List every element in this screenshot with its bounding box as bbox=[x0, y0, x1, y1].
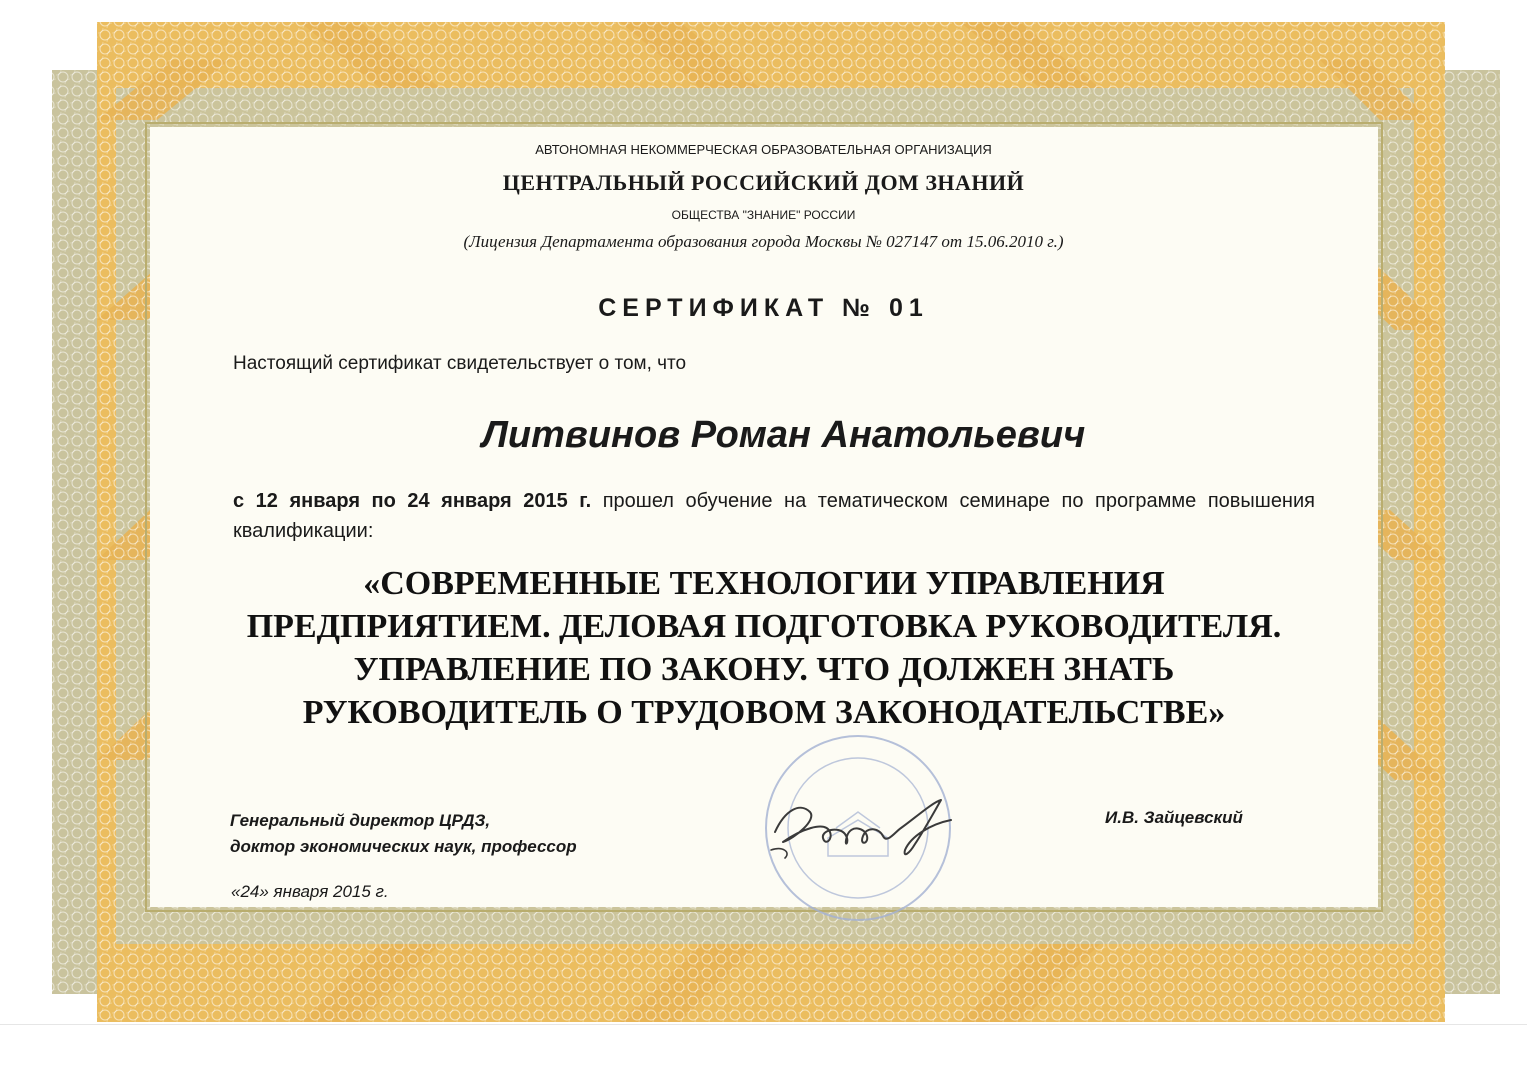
org-subtitle: ОБЩЕСТВА "ЗНАНИЕ" РОССИИ bbox=[671, 208, 856, 222]
issue-date: «24» января 2015 г. bbox=[231, 882, 389, 901]
training-description: прошел обучение на тематическом семинаре по программе повышения квалификации: bbox=[233, 490, 1315, 542]
signatory-title bbox=[230, 808, 577, 860]
intro-text: Настоящий сертификат свидетельствует о том, что bbox=[233, 353, 687, 374]
signatory-title-line-1: Генеральный директор ЦРДЗ, bbox=[230, 811, 491, 830]
program-title: «СОВРЕМЕННЫЕ ТЕХНОЛОГИИ УПРАВЛЕНИЯ ПРЕДПРИЯТИЕМ. ДЕЛОВАЯ ПОДГОТОВКА РУКОВОДИТЕЛЯ. УПРАВЛЕНИЕ ПО ЗАКОНУ. ЧТО ДОЛЖЕН ЗНАТЬ РУКОВОДИТЕЛЬ О ТРУДОВОМ ЗАКОНОДАТЕЛЬСТВЕ» bbox=[246, 565, 1282, 731]
signatory-name: И.В. Зайцевский bbox=[1105, 808, 1243, 827]
license-line: (Лицензия Департамента образования города Москвы № 027147 от 15.06.2010 г.) bbox=[463, 232, 1064, 251]
training-dates: с 12 января по 24 января 2015 г. bbox=[233, 490, 592, 512]
certificate-title: СЕРТИФИКАТ № 01 bbox=[598, 294, 929, 322]
signatory-title-line-2: доктор экономических наук, профессор bbox=[230, 837, 577, 856]
training-paragraph bbox=[233, 486, 1315, 546]
org-type: АВТОНОМНАЯ НЕКОММЕРЧЕСКАЯ ОБРАЗОВАТЕЛЬНАЯ ОРГАНИЗАЦИЯ bbox=[535, 142, 992, 157]
signature bbox=[755, 780, 985, 870]
org-name: ЦЕНТРАЛЬНЫЙ РОССИЙСКИЙ ДОМ ЗНАНИЙ bbox=[502, 170, 1025, 195]
recipient-name: Литвинов Роман Анатольевич bbox=[481, 414, 1086, 456]
